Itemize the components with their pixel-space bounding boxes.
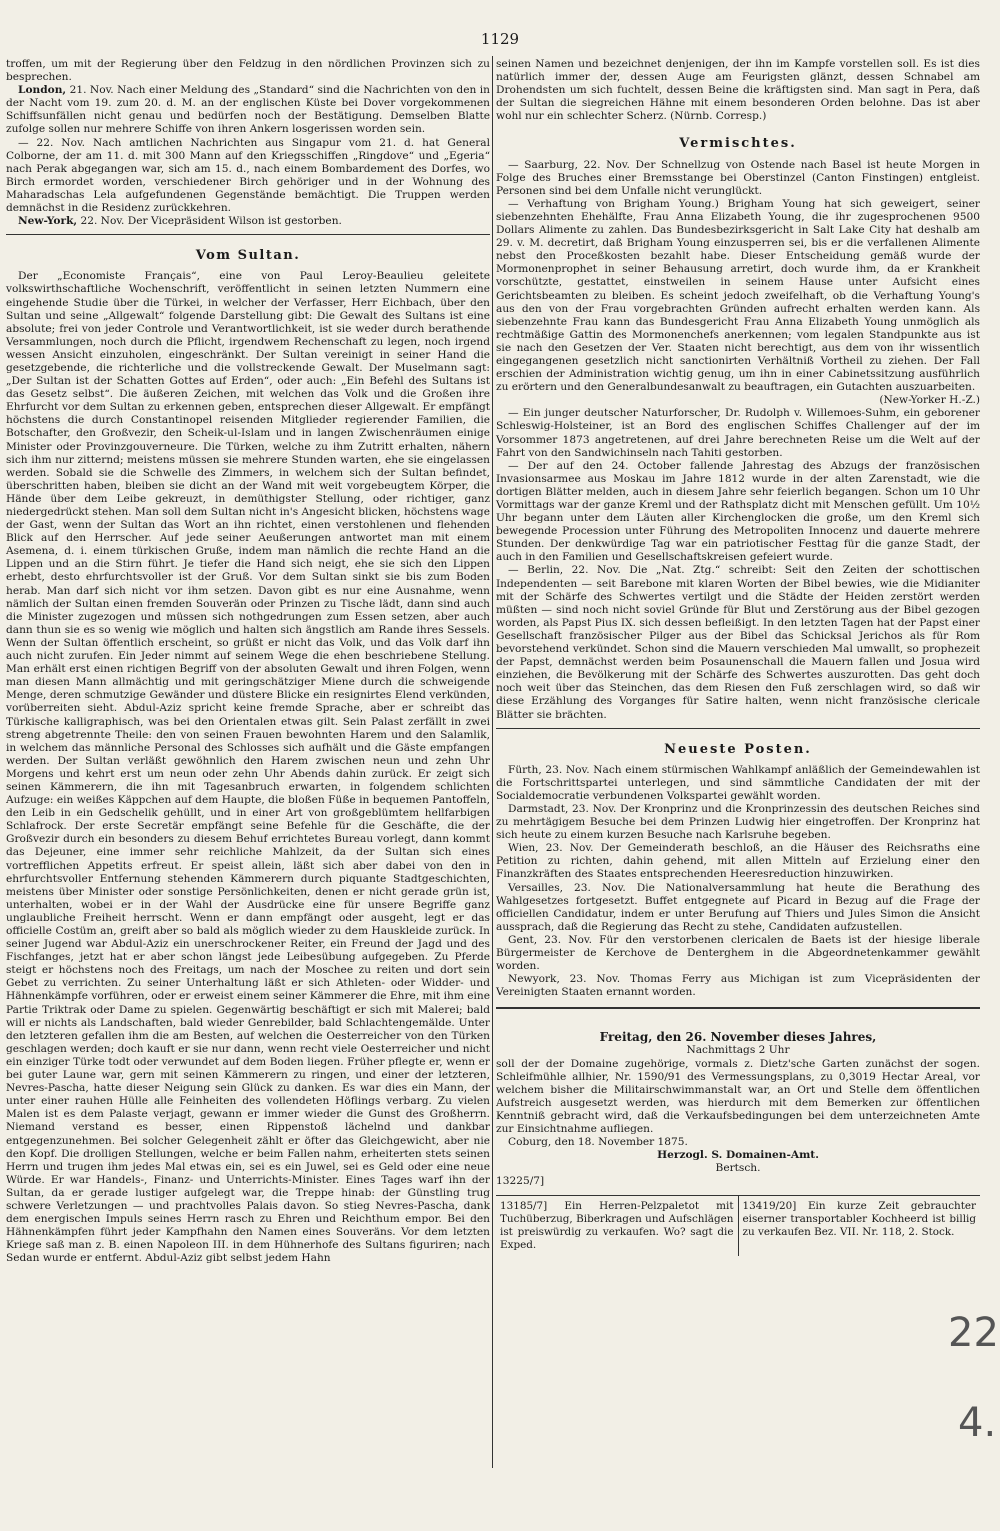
ad-body: soll der der Domaine zugehörige, vormals z. Dietz'sche Garten zunächst der sogen. Schleifmühle allhier, Nr. 1590/91 des Vermessungsplans, zu 0,3019 Hectar Areal, vor welchem bisher die Militairschwimmanstalt war, an Ort und Stelle dem öffentlichen Aufstreich ausgesetzt werden, was hierdurch mit dem Bemerken zur öffentlichen Kenntniß gebracht wird, daß die Verkaufsbedingungen bei dem unterzeichneten Amte zur Einsichtnahme aufliegen. <box>496 1057 980 1136</box>
divider <box>496 728 980 729</box>
article-text: seinen Namen und bezeichnet denjenigen, der ihn im Kampfe vorstellen soll. Es ist dies natürlich immer der, dessen Auge am Feurigsten glänzt, dessen Schnabel am Drohendsten um sich fuchtelt, dessen Beine die kräftigsten sind. Man sagt in Pera, daß der Sultan die siegreichen Hähne mit einem besonderen Orden belohne. Das ist aber wohl nur ein schlechter Scherz. (Nürnb. Corresp.) <box>496 58 980 123</box>
divider <box>6 234 490 235</box>
news-text: 21. Nov. Nach einer Meldung des „Standard“ sind die Nachrichten von den in der Nacht vom 19. zum 20. d. M. an der englischen Küste bei Dover vorgekommenen Schiffsunfällen nicht genau und bedürfen noch der Bestätigung. Demselben Blatte zufolge sollen nur mehrere Schiffe von ihren Ankern losgerissen worden sein. <box>6 84 490 136</box>
news-item-london <box>6 84 490 136</box>
dateline: New-York, <box>18 215 78 228</box>
ad-time: Nachmittags 2 Uhr <box>686 1044 790 1057</box>
news-item: Wien, 23. Nov. Der Gemeinderath beschloß, an die Häuser des Reichsraths eine Petition zu richten, dahin gehend, mit allen Mitteln auf Erzielung einer den Finanzkräften des Staates entsprechenden Heeresreduction hinzuwirken. <box>496 842 980 881</box>
section-title: Neueste Posten. <box>664 741 812 757</box>
ad-date: Coburg, den 18. November 1875. <box>508 1136 688 1149</box>
news-item: Gent, 23. Nov. Für den verstorbenen clericalen de Baets ist der hiesige liberale Bürgermeister de Kerchove de Denterghem in die Abgeordnetenkammer gewählt worden. <box>496 933 980 973</box>
news-item: — Berlin, 22. Nov. Die „Nat. Ztg.“ schreibt: Seit den Zeiten der schottischen Independenten — seit Barebone mit klaren Worten der Bibel bewies, wie die Midianiter mit der Schärfe des Schwertes vertilgt und die Städte der Heiden zerstört werden müßten — sind noch nicht soviel Gründe für Blut und Zerstörung aus der Bibel gezogen worden, als Papst Pius IX. sich dessen befleißigt. In den letzten Tagen hat der Papst einer Gesellschaft französischer Pilger aus der Bibel das Schicksal Jerichos als für Rom bevorstehend verkündet. Schon sind die Mauern verschieden Mal umwallt, so prophezeit der Papst, demnächst werden beim Posaunenschall die Mauern fallen und Josua wird einziehen, die Bevölkerung mit der Schärfe des Schwertes auszurotten. Das geht doch noch weit über das Steinchen, das dem Riesen den Fuß zerschlagen wird, so daß wir diese Erzählung des Vorganges für Satire halten, wenn nicht französische clericale Blätter sie brächten. <box>496 564 980 721</box>
news-item-newyork <box>6 215 490 228</box>
classified-ad: 13419/20] Ein kurze Zeit gebrauchter eiserner transportabler Kochheerd ist billig zu verkaufen Bez. VII. Nr. 118, 2. Stock. <box>742 1199 976 1238</box>
ad-reference: 13225/7] <box>496 1175 545 1188</box>
ad-headline: Freitag, den 26. November dieses Jahres, <box>599 1030 877 1045</box>
section-title: Vom Sultan. <box>195 248 301 264</box>
page-number: 1129 <box>480 30 520 48</box>
classified-row <box>496 1195 980 1256</box>
section-title: Vermischtes. <box>679 136 797 152</box>
advertisement <box>496 1007 980 1255</box>
news-item: Versailles, 23. Nov. Die Nationalversammlung hat heute die Berathung des Wahlgesetzes fortgesetzt. Buffet entgegnete auf Picard in Bezug auf die Frage der officiellen Candidatur, indem er unter Berufung auf Thiers und Jules Simon die Ansicht aussprach, daß die Regierung das Recht zu stehe, Candidaten aufzustellen. <box>496 881 980 933</box>
news-item: — Verhaftung von Brigham Young.) Brigham Young hat sich geweigert, seiner siebenzehnten Ehehälfte, Frau Anna Elizabeth Young, die ihr zugesprochenen 9500 Dollars Alimente zu zahlen. Das Bundesbezirksgericht in Salt Lake City hat deshalb am 29. v. M. decretirt, daß Brigham Young einzusperren sei, bis er die verfallenen Alimente nebst den Proceßkosten bezahlt habe. Dieser Entscheidung gemäß wurde der Mormonenprophet in seiner Behausung arretirt, doch wurde ihm, da er Krankheit vorschützte, gestattet, einstweilen in seinem Hause unter Aufsicht eines Gerichtsbeamten zu bleiben. Es scheint jedoch zweifelhaft, ob die Verhaftung Young's aus den von der Frau vorgebrachten Gründen aufrecht erhalten werden kann. Als siebenzehnte Frau kann das Bundesgericht Frau Anna Elizabeth Young unmöglich als rechtmäßige Gattin des Mormonenchefs anerkennen; vom legalen Standpunkte aus ist sie nach den Gesetzen der Ver. Staaten nicht berechtigt, aus dem von ihr wissentlich eingegangenen gesetzlich nicht sanctionirten Verhältniß Vortheil zu ziehen. Der Fall erschien der Administration wichtig genug, um ihn in einer Cabinetssitzung ausführlich zu erörtern und den Generalbundesanwalt zu beauftragen, ein Gutachten auszuarbeiten. <box>496 197 980 394</box>
news-item: Fürth, 23. Nov. Nach einem stürmischen Wahlkampf anläßlich der Gemeindewahlen ist die Fortschrittspartei unterlegen, und sind sämmtliche Candidaten der mit der Socialdemocratie verbundenen Volkspartei gewählt worden. <box>496 763 980 802</box>
right-column <box>496 58 980 1256</box>
news-item: Darmstadt, 23. Nov. Der Kronprinz und die Kronprinzessin des deutschen Reiches sind zu mehrtägigem Besuche bei dem Prinzen Ludwig hier eingetroffen. Der Kronprinz hat sich heute zu einem kurzen Besuche nach Karlsruhe begeben. <box>496 802 980 842</box>
news-item: Newyork, 23. Nov. Thomas Ferry aus Michigan ist zum Vicepräsidenten der Vereinigten Staaten ernannt worden. <box>496 973 980 999</box>
column-divider <box>492 56 493 1468</box>
handwritten-mark: 4. <box>958 1400 997 1446</box>
news-item: — Ein junger deutscher Naturforscher, Dr. Rudolph v. Willemoes-Suhm, ein geborener Schleswig-Holsteiner, ist an Bord des englischen Schiffes Challenger auf der im Vorsommer 1873 angetretenen, auf drei Jahre berechneten Reise um die Welt auf der Fahrt von den Sandwichinseln nach Tahiti gestorben. <box>496 407 980 459</box>
ad-signature: Herzogl. S. Domainen-Amt. <box>657 1149 819 1162</box>
news-item-singapur: — 22. Nov. Nach amtlichen Nachrichten aus Singapur vom 21. d. hat General Colborne, der am 11. d. mit 300 Mann auf den Kriegsschiffen „Ringdove“ und „Egeria“ nach Perak abgegangen war, sich am 15. d., nach einem Bombardement des Dorfes, wo Birch ermordet worden, verschiedener Birch gehöriger und in der Wohnung des Maharadschas Lela aufgefundenen Gegenstände bemächtigt. Die Truppen werden demnächst in die Residenz zurückkehren. <box>6 136 490 215</box>
source-credit: (New-Yorker H.-Z.) <box>879 394 980 407</box>
handwritten-mark: 22 <box>948 1310 999 1356</box>
article-text: troffen, um mit der Regierung über den Feldzug in den nördlichen Provinzen sich zu besprechen. <box>6 58 490 84</box>
classified-ad: 13185/7] Ein Herren-Pelzpaletot mit Tuchüberzug, Biberkragen und Aufschlägen ist preiswürdig zu verkaufen. Wo? sagt die Exped. <box>496 1196 739 1256</box>
news-item: — Der auf den 24. October fallende Jahrestag des Abzugs der französischen Invasionsarmee aus Moskau im Jahre 1812 wurde in der alten Zarenstadt, wie die dortigen Blätter melden, auch in diesem Jahre sehr feierlich begangen. Schon um 10 Uhr Vormittags war der ganze Kreml und der Rathsplatz dicht mit Menschen gefüllt. Um 10½ Uhr begann unter dem Läuten aller Kirchenglocken die große, um den Kreml sich bewegende Procession unter Führung des Metropoliten Innocenz und dauerte mehrere Stunden. Der denkwürdige Tag war ein patriotischer Festtag für die ganze Stadt, der auch in den Familien und Gesellschaftskreisen gefeiert wurde. <box>496 459 980 564</box>
news-item: — Saarburg, 22. Nov. Der Schnellzug von Ostende nach Basel ist heute Morgen in Folge des Bruches einer Bremsstange bei Oberstinzel (Canton Finstingen) entgleist. Personen sind bei dem Unfalle nicht verunglückt. <box>496 158 980 197</box>
left-column <box>6 58 490 1265</box>
article-body: Der „Economiste Français“, eine von Paul Leroy-Beaulieu geleitete volkswirthschaftliche Wochenschrift, veröffentlicht in seinen letzten Nummern eine eingehende Studie über die Türkei, in welcher der Verfasser, Herr Eichbach, über den Sultan und seine „Allgewalt“ folgende Darstellung gibt: Die Gewalt des Sultans ist eine absolute; frei von jeder Controle und Verantwortlichkeit, ist sie weder durch berathende Versammlungen, noch durch die Pflicht, irgendwem Rechenschaft zu legen, noch irgend wessen Ansicht einzuholen, eingeschränkt. Der Sultan vereinigt in seiner Hand die gesetzgebende, die richterliche und die vollstreckende Gewalt. Der Muselmann sagt: „Der Sultan ist der Schatten Gottes auf Erden“, oder auch: „Ein Befehl des Sultans ist das Gesetz selbst“. Die äußeren Zeichen, mit welchen das Volk und die Großen ihre Ehrfurcht vor dem Sultan zu erkennen geben, entsprechen dieser Allgewalt. Er empfängt höchstens die durch Constantinopel reisenden Mitglieder regierender Familien, die Botschafter, den Großvezir, den Scheik-ul-Islam und in langen Zwischenräumen einige Minister oder Provinzgouverneure. Die Türken, welche zu ihm Zutritt erhalten, nähern sich ihm nur zitternd; meistens müssen sie mehrere Stunden warten, ehe sie eingelassen werden. Sobald sie die Schwelle des Zimmers, in welchem sich der Sultan befindet, überschritten haben, bleiben sie dicht an der Wand mit weit vorgebeugtem Körper, die Hände über dem Leibe gekreuzt, in demüthigster Stellung, oder richtiger, ganz niedergedrückt stehen. Man soll dem Sultan nicht in's Angesicht blicken, höchstens wage der Gast, wenn der Sultan das Wort an ihn richtet, einen verstohlenen und flehenden Blick auf den Herrscher. Auf jede seiner Aeußerungen antwortet man mit einem Asemena, d. i. einem türkischen Gruße, indem man nämlich die rechte Hand an die Lippen und an die Stirn führt. Je tiefer die Hand sich neigt, ehe sie sich den Lippen erhebt, desto ehrfurchtsvoller ist der Gruß. Vor dem Sultan sinkt sie bis zum Boden herab. Man darf sich nicht vor ihm setzen. Davon gibt es nur eine Ausnahme, wenn nämlich der Sultan einen fremden Souverän oder Prinzen zu Tische lädt, dann sind auch die Minister zugezogen und müssen sich nothgedrungen zum Essen setzen, aber auch dann thun sie es so wenig wie möglich und halten sich ängstlich am Rande ihres Sessels. Wenn der Sultan öffentlich erscheint, so grüßt er nicht das Volk, und das Volk darf ihn auch nicht zurufen. Ein Jeder nimmt auf seinem Wege die ehen beschriebene Stellung. Man erhält erst einen richtigen Begriff von der absoluten Gewalt und ihren Folgen, wenn man diesen Mann allmächtig und mit geringschätziger Miene durch die schweigende Menge, deren schmutzige Gewänder und düstere Blicke ein resignirtes Elend verkünden, vorüberreiten sieht. Abdul-Aziz spricht keine fremde Sprache, aber er schreibt das Türkische kalligraphisch, was bei den Orientalen etwas gilt. Sein Palast zerfällt in zwei streng abgetrennte Theile: den von seinen Frauen bewohnten Harem und den Salamlik, in welchem das männliche Personal des Schlosses sich aufhält und die Gäste empfangen werden. Der Sultan verläßt gewöhnlich den Harem zwischen neun und zehn Uhr Morgens und kehrt erst um neun oder zehn Uhr Abends dahin zurück. Er zeigt sich seinen Kämmerern, die ihn mit Tagesanbruch erwarten, in folgendem schlichten Aufzuge: ein weißes Käppchen auf dem Haupte, die bloßen Füße in bequemen Pantoffeln, den Leib in ein Gedschelik gehüllt, und in einer Art von großgeblümtem hellfarbigen Schlafrock. Der erste Secretär empfängt seine Befehle für die Geschäfte, die der Großvezir durch ein besonders zu diesem Behuf errichtetes Bureau vorlegt, dann kommt das Dejeuner, eine immer sehr reichliche Mahlzeit, da der Sultan sich eines vortrefflichen Appetits erfreut. Er speist allein, läßt sich aber dabei von den in ehrfurchtsvoller Entfernung stehenden Kämmerern durch piquante Stadtgeschichten, meistens über Minister oder sonstige Persönlichkeiten, denen er nicht gerade grün ist, unterhalten, wobei er in der Wahl der Ausdrücke eine für unsere Begriffe ganz unglaubliche Freiheit herrscht. Wenn er dann empfängt oder ausgeht, legt er das officielle Costüm an, greift aber so bald als möglich wieder zu dem Hauskleide zurück. In seiner Jugend war Abdul-Aziz ein unerschrockener Reiter, ein Freund der Jagd und des Fischfanges, jetzt hat er aber schon längst jede Leibesübung aufgegeben. Zu Pferde steigt er höchstens noch des Freitags, um nach der Moschee zu reiten und dort sein Gebet zu verrichten. Zu seiner Unterhaltung läßt er sich Athleten- oder Widder- und Hähnenkämpfe vorführen, oder er erweist einem seiner Kämmerer die Ehre, mit ihm eine Partie Triktrak oder Dame zu spielen. Gegenwärtig beschäftigt er sich mit Malerei; bald will er nichts als Landschaften, bald wieder Genrebilder, bald Schlachtengemälde. Unter den letzteren gefallen ihm die am Besten, auf welchen die Oesterreicher von den Türken geschlagen werden; doch kauft er sie nur dann, wenn recht viele Oesterreicher und nicht ein einziger Türke todt oder verwundet auf dem Boden liegen. Früher pflegte er, wenn er bei guter Laune war, gern mit seinen Kämmerern zu ringen, und einer der letzteren, Nevres-Pascha, hatte dieser Neigung sein Glück zu danken. Es war dies ein Mann, der unter einer rauhen Hülle alle Feinheiten des vollendeten Höflings verbarg. Zu vielen Malen ist es dem Palaste verjagt, gewann er immer wieder die Gunst des Großherrn. Niemand verstand es besser, einen Rippenstoß lächelnd und dankbar entgegenzunehmen. Bei solcher Gelegenheit zählt er öfter das Gleichgewicht, aber nie den Kopf. Die drolligen Stellungen, welche er beim Fallen nahm, erheiterten stets seinen Herrn und trugen ihm jedes Mal etwas ein, sei es ein Juwel, sei es Geld oder eine neue Würde. Er war Handels-, Finanz- und Unterrichts-Minister. Eines Tages warf ihn der Sultan, da er gerade lustiger aufgelegt war, die Treppe hinab: der Günstling trug schwere Verletzungen — und prachtvolles Palais davon. So stieg Nevres-Pascha, dank dem energischen Impuls seines Herrn rasch zu Ehren und Reichthum empor. Bei den Hähnenkämpfen führt jeder Kampfhahn den Namen eines Souveräns. Vor dem letzten Kriege saß man z. B. einen Napoleon III. in dem Hühnerhofe des Sultans figuriren; nach Sedan wurde er entfernt. Abdul-Aziz gibt selbst jedem Hahn <box>6 270 490 1265</box>
news-text: 22. Nov. Der Vicepräsident Wilson ist gestorben. <box>80 215 342 228</box>
dateline: London, <box>18 84 67 97</box>
ad-signature-name: Bertsch. <box>715 1162 761 1175</box>
